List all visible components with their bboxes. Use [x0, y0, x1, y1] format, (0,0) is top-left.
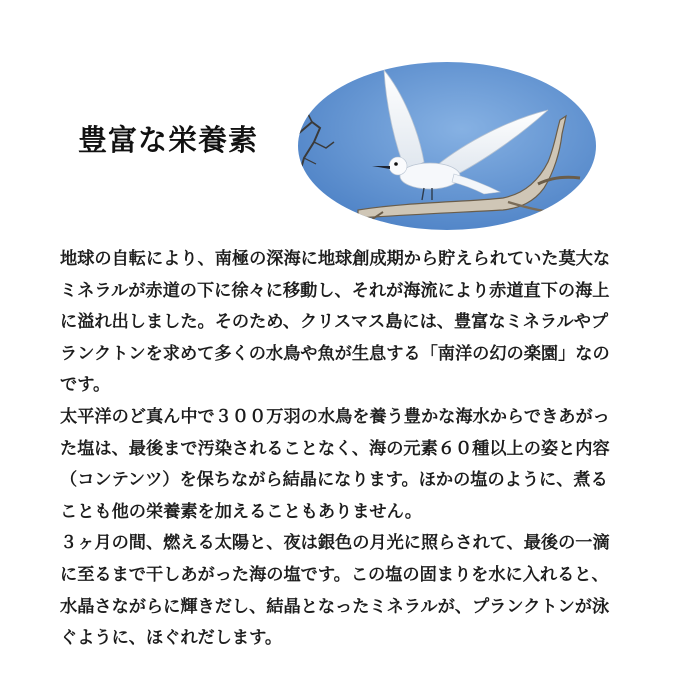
paragraph [60, 528, 650, 654]
text-line: 水晶さながらに輝きだし、結晶となったミネラルが、プランクトンが泳 [60, 596, 610, 617]
text-line: 地球の自転により、南極の深海に地球創成期から貯えられていた莫大な [60, 249, 611, 269]
description-body [60, 244, 650, 655]
text-line: ミネラルが赤道の下に徐々に移動し、それが海流により赤道直下の海上 [60, 280, 610, 301]
text-line: に溢れ出しました。そのため、クリスマス島には、豊富なミネラルやプ [60, 312, 609, 333]
text-line: ３ヶ月の間、燃える太陽と、夜は銀色の月光に照らされて、最後の一滴 [60, 533, 610, 554]
paragraph [60, 244, 650, 402]
text-line: ことも他の栄養素を加えることもありません。 [60, 501, 422, 522]
text-line: （コンテンツ）を保ちながら結晶になります。ほかの塩のように、煮る [60, 470, 608, 491]
text-line: です。 [60, 375, 111, 396]
white-tern-photo [298, 62, 596, 230]
text-line: に至るまで干しあがった海の塩です。この塩の固まりを水に入れると、 [60, 564, 609, 585]
section-heading: 豊富な栄養素 [78, 123, 259, 157]
text-line: ぐように、ほぐれだします。 [60, 628, 283, 649]
paragraph [60, 402, 650, 528]
text-line: 太平洋のど真ん中で３００万羽の水鳥を養う豊かな海水からできあがっ [60, 406, 610, 427]
text-line: ランクトンを求めて多くの水鳥や魚が生息する「南洋の幻の楽園」なの [60, 343, 610, 364]
text-line: た塩は、最後まで汚染されることなく、海の元素６０種以上の姿と内容 [60, 438, 610, 459]
white-tern-icon [298, 62, 596, 230]
